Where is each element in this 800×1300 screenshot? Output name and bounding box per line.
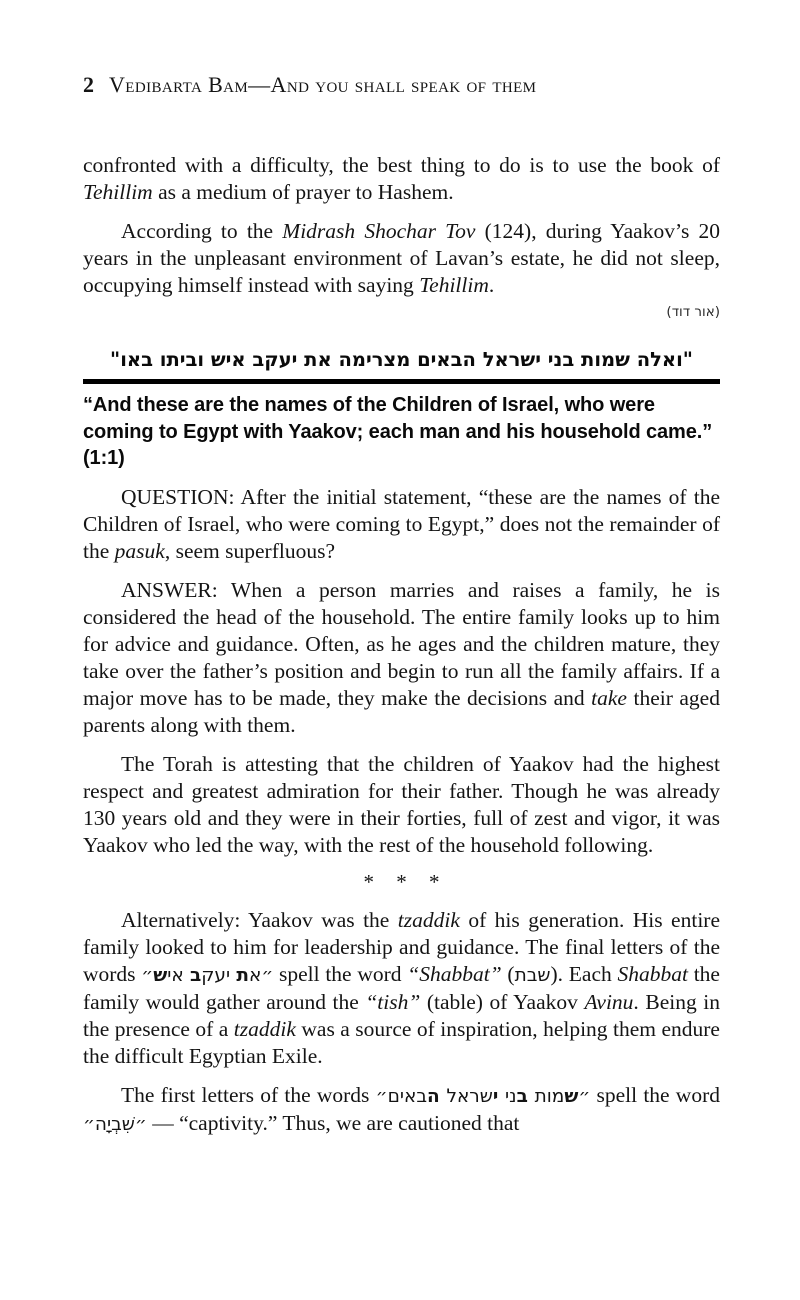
text-segment: take bbox=[591, 685, 627, 710]
text-segment: Avinu bbox=[584, 989, 634, 1014]
text-segment: Tehillim bbox=[83, 180, 153, 204]
text-segment: באים״ bbox=[375, 1085, 428, 1107]
text-segment: שבת bbox=[514, 964, 551, 986]
text-segment: ש bbox=[153, 964, 168, 986]
text-segment: The Torah is attesting that the children of Yaakov had the highest respect and greatest admiration for their father. Though he was already 130 years old and they were in their forties, full of zest and vigor, it was Yaakov who led the way, with the rest of the household following. bbox=[83, 751, 720, 857]
commentary-section bbox=[83, 346, 720, 1138]
text-segment: ה bbox=[427, 1085, 440, 1107]
text-segment: QUESTION: After the initial statement, “these are the names of the Children of Israel, who were coming to Egypt,” does not the remainder of the bbox=[83, 484, 720, 563]
text-segment: יעק bbox=[201, 964, 237, 986]
text-segment: Shabbat bbox=[617, 961, 688, 986]
text-segment: spell the word bbox=[590, 1082, 720, 1107]
paragraph-alternative-tzaddik bbox=[83, 907, 720, 1070]
text-segment: . bbox=[488, 273, 495, 297]
text-segment: The first letters of the words bbox=[121, 1082, 376, 1107]
text-segment: ב bbox=[189, 964, 202, 986]
page-body bbox=[83, 152, 720, 1138]
text-segment: (124), during Yaakov’s 20 years in the unpleasant environment of Lavan’s estate, he did not sleep, occupying himself instead with saying bbox=[83, 219, 720, 297]
text-segment: ב bbox=[516, 1085, 528, 1107]
page-number: 2 bbox=[83, 72, 94, 97]
paragraph-torah-attesting bbox=[83, 751, 720, 859]
text-segment: spell the word bbox=[273, 961, 408, 986]
text-segment: ( bbox=[501, 961, 515, 986]
text-segment: tzaddik bbox=[233, 1016, 296, 1041]
text-segment: מות bbox=[527, 1085, 565, 1107]
text-segment: as a medium of prayer to Hashem. bbox=[152, 180, 454, 204]
text-segment: ״ bbox=[141, 964, 154, 986]
text-segment: (table) of Yaakov bbox=[420, 989, 585, 1014]
text-segment: their aged parents along with them. bbox=[83, 685, 720, 737]
text-segment: confronted with a difficulty, the best thing to do is to use the book of bbox=[83, 153, 720, 177]
text-segment: ש bbox=[564, 1085, 579, 1107]
text-segment: י bbox=[492, 1085, 499, 1107]
text-segment: of his generation. His entire family looked to him for leadership and guidance. The final letters of the words bbox=[83, 907, 720, 986]
text-segment: pasuk bbox=[114, 538, 165, 563]
paragraph-first-letters-captivity bbox=[83, 1082, 720, 1138]
text-segment: was a source of inspiration, helping them endure the difficult Egyptian Exile. bbox=[83, 1016, 720, 1068]
text-segment: the family would gather around the bbox=[83, 961, 720, 1014]
text-segment: ״ bbox=[578, 1085, 591, 1107]
text-segment: Alternatively: Yaakov was the bbox=[121, 907, 398, 932]
text-segment: Tehillim bbox=[419, 273, 489, 297]
running-title: Vedibarta Bam—And you shall speak of them bbox=[109, 72, 537, 97]
paragraph-answer bbox=[83, 577, 720, 739]
text-segment: ני bbox=[498, 1085, 517, 1107]
paragraph-midrash-shochar-tov bbox=[83, 218, 720, 299]
text-segment: According to the bbox=[121, 219, 283, 243]
verse-translation-heading: “And these are the names of the Children of Israel, who were coming to Egypt with Yaakov; each man and his household came.” (1:1) bbox=[83, 394, 713, 469]
text-segment: , seem superfluous? bbox=[164, 538, 335, 563]
text-segment: ). Each bbox=[550, 961, 618, 986]
page-header bbox=[83, 72, 720, 98]
heading-divider-rule bbox=[83, 379, 720, 384]
text-segment: — “captivity.” Thus, we are cautioned that bbox=[146, 1110, 520, 1135]
text-segment: שראל bbox=[439, 1085, 493, 1107]
text-segment: ״א bbox=[248, 964, 274, 986]
paragraph-tehillim-continuation bbox=[83, 152, 720, 206]
text-segment: “Shabbat” bbox=[407, 961, 502, 986]
asterisk-separator: * * * bbox=[363, 869, 440, 894]
hebrew-verse-heading: "ואלה שמות בני ישראל הבאים מצרימה את יעקב איש וביתו באו" bbox=[110, 348, 693, 371]
text-segment: “tish” bbox=[365, 989, 421, 1014]
text-segment: . Being in the presence of a bbox=[83, 989, 720, 1041]
text-segment: אי bbox=[167, 964, 190, 986]
text-segment: ״שִׁבְיָה״ bbox=[83, 1113, 147, 1135]
text-segment: ת bbox=[236, 964, 249, 986]
text-segment: ANSWER: When a person marries and raises a family, he is considered the head of the household. The entire family looks up to him for advice and guidance. Often, as he ages and the children mature, they take over the father’s position and begin to run all the family affairs. If a major move has to be made, they make the decisions and bbox=[83, 577, 720, 710]
paragraph-question bbox=[83, 484, 720, 565]
text-segment: tzaddik bbox=[397, 907, 460, 932]
source-attribution-or-david: (אור דוד) bbox=[666, 304, 720, 320]
text-segment: Midrash Shochar Tov bbox=[282, 219, 476, 243]
